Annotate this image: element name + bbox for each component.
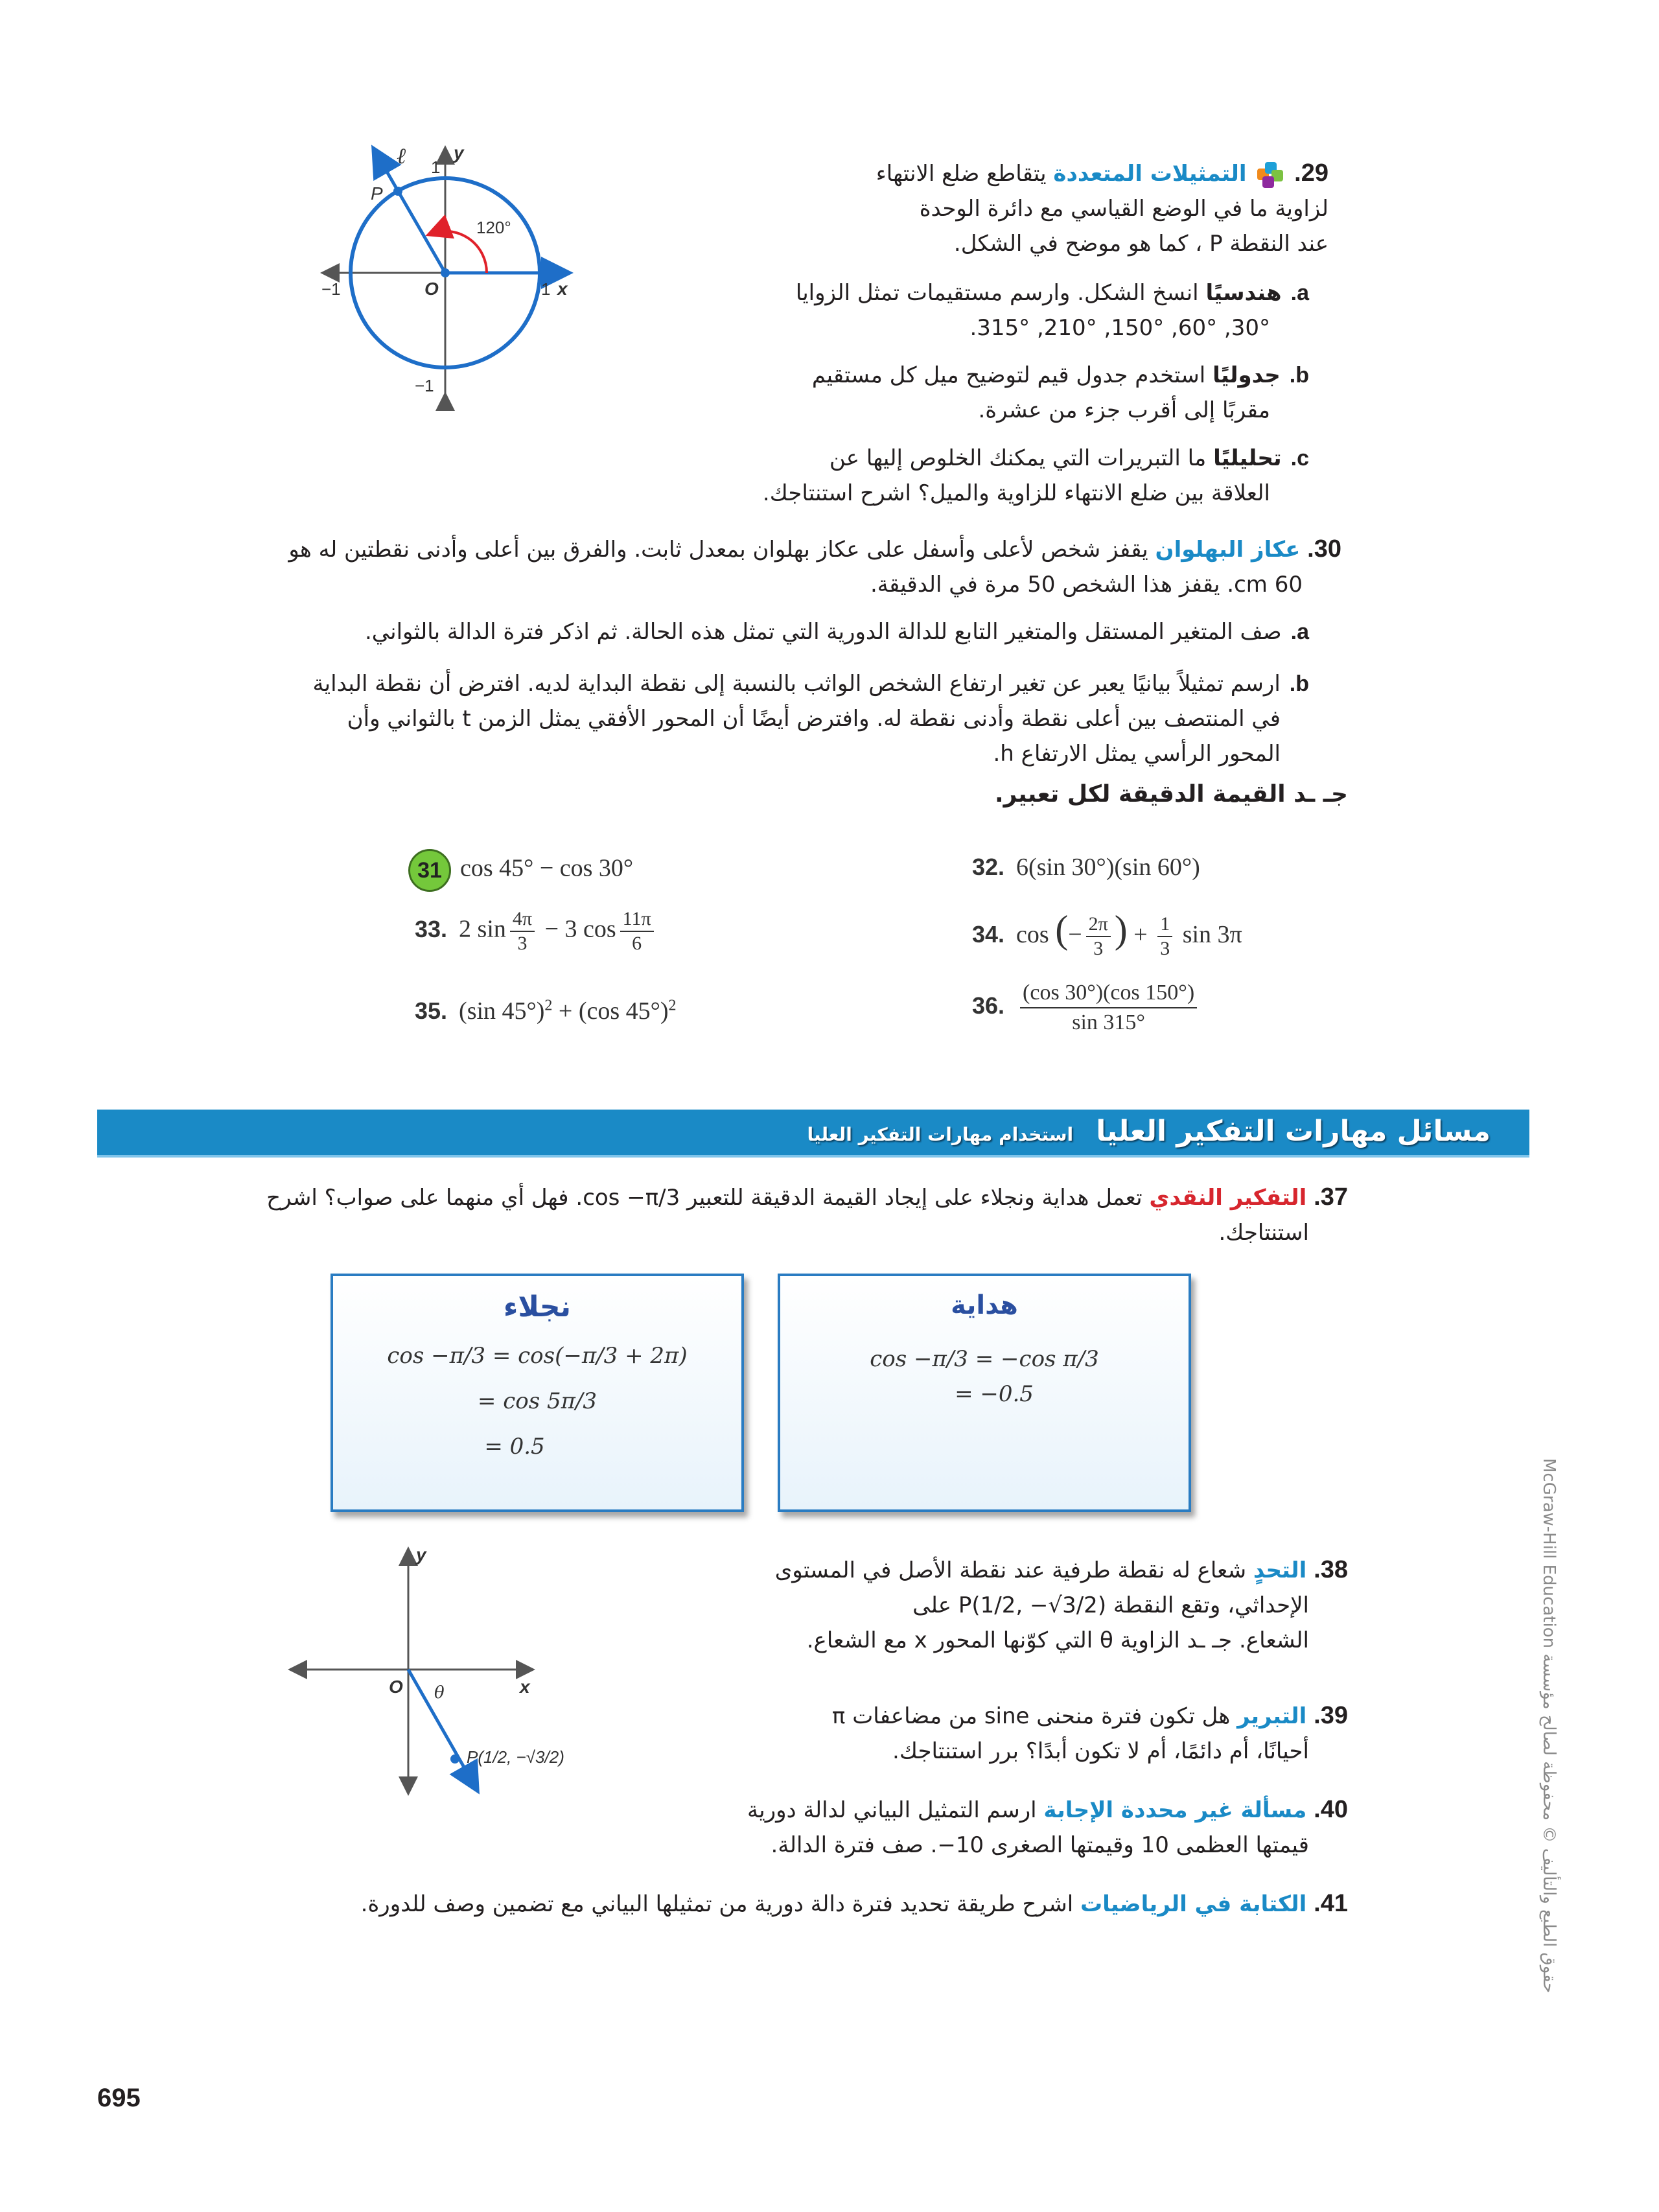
exercise-34: 34. cos (− $\frac{2\pi}{3}$ ) + $\frac{1}{3}$ sin 3π <box>972 908 1242 960</box>
svg-text:P(1/2, −√3/2): P(1/2, −√3/2) <box>467 1747 564 1767</box>
question-29: 29. التمثيلات المتعددة يتقاطع ضلع الانتهاء لزاوية ما في الوضع القياسي مع دائرة الوحدة عند النقطة P ، كما هو موضح في الشكل. <box>713 156 1328 261</box>
question-38: 38. التحدٍ شعاع له نقطة طرفية عند نقطة الأصل في المستوى الإحداثي، وتقع النقطة P(1/2, −√3/2) على الشعاع. جـ ـد الزاوية θ التي كوّنها المحور x مع الشعاع. <box>774 1556 1348 1653</box>
page-number: 695 <box>97 2084 141 2112</box>
q30-part-b: b.ارسم تمثيلاً بيانيًا يعبر عن تغير ارتفاع الشخص الواثب بالنسبة إلى نقطة البداية لديه. افترض أن نقطة البداية في المنتصف بين أعلى نقطة وأدنى نقطة له. وافترض أيضًا أن المحور الأفقي يمثل الزمن t بالثواني وأن المحور الرأسي يمثل الارتفاع h. <box>312 671 1309 767</box>
card-hidaya: هداية cos −π/3 = −cos π/3 = −0.5 <box>778 1274 1191 1512</box>
highlighted-number-31: 31 <box>408 849 451 892</box>
svg-text:O: O <box>424 279 439 299</box>
svg-text:1: 1 <box>431 157 441 177</box>
q29-title: التمثيلات المتعددة <box>1053 161 1247 187</box>
exercise-31: 31 cos 45° − cos 30° <box>408 849 633 892</box>
svg-text:1: 1 <box>541 279 551 299</box>
q29-header: 29. التمثيلات المتعددة يتقاطع ضلع الانتهاء <box>876 159 1328 187</box>
q29-part-a: a.هندسيًا انسخ الشكل. وارسم مستقيمات تمثل الزوايا 30°, 60°, 150°, 210°, 315°. <box>795 280 1309 341</box>
svg-text:y: y <box>416 1544 426 1565</box>
exercise-32: 32. 6(sin 30°)(sin 60°) <box>972 854 1200 881</box>
question-40: 40. مسألة غير محددة الإجابة ارسم التمثيل البياني لدالة دورية قيمتها العظمى 10 وقيمتها الصغرى 10−. صف فترة الدالة. <box>747 1796 1348 1858</box>
q38-title: التحدٍ <box>1253 1557 1307 1583</box>
card-hidaya-name: هداية <box>951 1290 1018 1320</box>
exercise-35: 35. (sin 45°)$^2$ + (cos 45°)$^2$ <box>415 997 677 1025</box>
exercise-36: 36. $\frac{(\cos 30^\circ)(\cos 150^\circ)}{\sin 315^\circ}$ <box>972 979 1201 1037</box>
exercise-33: 33. 2 sin $\frac{4\pi}{3}$ − 3 cos $\frac{11\pi}{6}$ <box>415 907 658 955</box>
q37-title: التفكير النقدي <box>1149 1185 1307 1211</box>
banner-title: مسائل مهارات التفكير العليا <box>1096 1115 1491 1148</box>
copyright-vertical: حقوق الطبع والتأليف © محفوظة لصالح مؤسسة McGraw-Hill Education <box>1539 1458 1559 1994</box>
q39-title: التبرير <box>1237 1703 1307 1729</box>
q29-part-b: b.جدوليًا استخدم جدول قيم لتوضيح ميل كل مستقيم مقربًا إلى أقرب جزء من عشرة. <box>811 362 1309 423</box>
svg-text:y: y <box>454 143 464 163</box>
question-39: 39. التبرير هل تكون فترة منحنى sine من مضاعفات π أحيانًا، أم دائمًا، أم لا تكون أبدًا؟ برر استنتاجك. <box>831 1702 1348 1764</box>
svg-text:O: O <box>389 1677 403 1697</box>
banner-subtitle: استخدام مهارات التفكير العليا <box>807 1124 1074 1145</box>
exact-values-heading: جـ ـد القيمة الدقيقة لكل تعبير. <box>995 781 1348 808</box>
q40-title: مسألة غير محددة الإجابة <box>1043 1797 1307 1823</box>
multiple-representations-icon <box>1257 162 1283 188</box>
angle-arc <box>430 231 487 273</box>
svg-text:120°: 120° <box>476 218 511 237</box>
svg-text:x: x <box>557 279 568 299</box>
svg-text:θ: θ <box>434 1683 445 1703</box>
svg-text:−1: −1 <box>415 376 434 395</box>
q29-part-c: c.تحليليًا ما التبريرات التي يمكنك الخلوص إليها عن العلاقة بين ضلع الانتهاء للزاوية والميل؟ اشرح استنتاجك. <box>762 445 1309 506</box>
svg-text:x: x <box>520 1677 530 1697</box>
question-30: 30. عكاز البهلوان يقفز شخص لأعلى وأسفل على عكاز بهلوان بمعدل ثابت. والفرق بين أعلى وأدنى نقطتين له هو 60 cm. يقفز هذا الشخص 50 مرة في الدقيقة. <box>288 535 1341 598</box>
q29-number: 29. <box>1294 159 1328 187</box>
q30-part-a: a.صف المتغير المستقل والمتغير التابع للدالة الدورية التي تمثل هذه الحالة. ثم اذكر فترة الدالة بالثواني. <box>364 619 1309 645</box>
svg-text:ℓ: ℓ <box>397 143 406 169</box>
card-najla: نجلاء cos −π/3 = cos(−π/3 + 2π) = cos 5π/3 = 0.5 <box>331 1274 744 1512</box>
card-najla-name: نجلاء <box>503 1290 572 1323</box>
svg-text:−1: −1 <box>321 279 341 299</box>
question-41: 41. الكتابة في الرياضيات اشرح طريقة تحديد فترة دالة دورية من تمثيلها البياني مع تضمين وصف للدورة. <box>360 1890 1348 1917</box>
q41-title: الكتابة في الرياضيات <box>1080 1891 1307 1917</box>
svg-text:P: P <box>371 183 383 204</box>
q30-title: عكاز البهلوان <box>1155 537 1301 563</box>
ray-figure <box>272 1543 661 1815</box>
unit-circle-figure <box>292 130 616 428</box>
hots-banner <box>97 1110 1529 1158</box>
question-37: 37. التفكير النقدي تعمل هداية ونجلاء على إيجاد القيمة الدقيقة للتعبير cos −π/3. فهل أي منهما على صواب؟ اشرح استنتاجك. <box>266 1183 1348 1246</box>
